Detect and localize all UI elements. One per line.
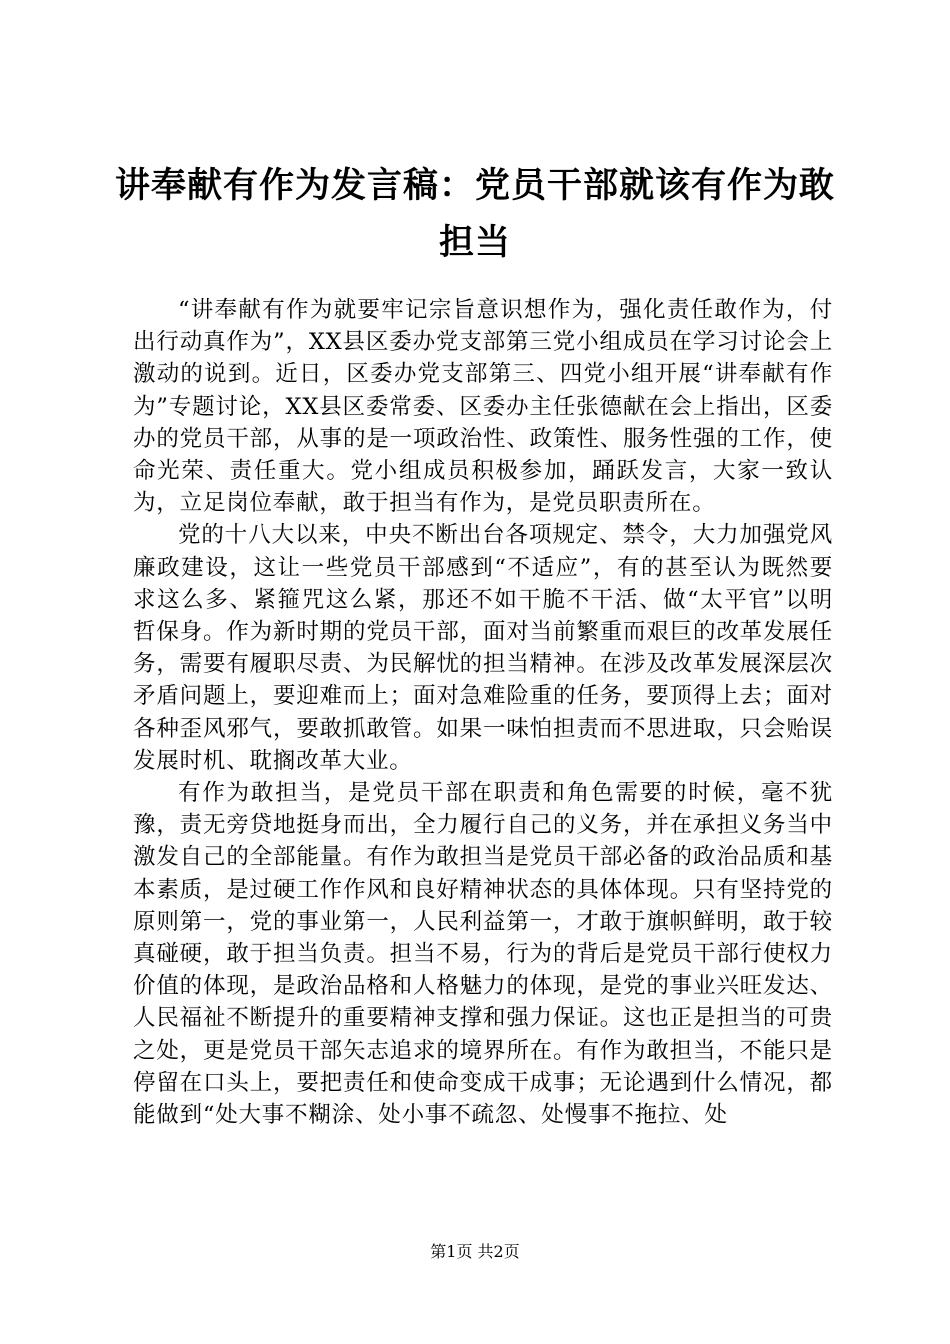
paragraph: 党的十八大以来，中央不断出台各项规定、禁令，大力加强党风廉政建设，这让一些党员干部感到“不适应”，有的甚至认为既然要求这么多、紧箍咒这么紧，那还不如干脆不干活、做“太平官”以明哲保身。作为新时期的党员干部，面对当前繁重而艰巨的改革发展任务，需要有履职尽责、为民解忧的担当精神。在涉及改革发展深层次矛盾问题上，要迎难而上；面对急难险重的任务，要顶得上去；面对各种歪风邪气，要敢抓敢管。如果一味怕担责而不思进取，只会贻误发展时机、耽搁改革大业。 <box>133 522 833 774</box>
document-body <box>133 294 833 1131</box>
paragraph: “讲奉献有作为就要牢记宗旨意识想作为，强化责任敢作为，付出行动真作为”，XX县区委办党支部第三党小组成员在学习讨论会上激动的说到。近日，区委办党支部第三、四党小组开展“讲奉献有作为”专题讨论，XX县区委常委、区委办主任张德献在会上指出，区委办的党员干部，从事的是一项政治性、政策性、服务性强的工作，使命光荣、责任重大。党小组成员积极参加，踊跃发言，大家一致认为，立足岗位奉献，敢于担当有作为，是党员职责所在。 <box>133 297 833 517</box>
paragraph: 有作为敢担当，是党员干部在职责和角色需要的时候，毫不犹豫，责无旁贷地挺身而出，全力履行自己的义务，并在承担义务当中激发自己的全部能量。有作为敢担当是党员干部必备的政治品质和基本素质，是过硬工作作风和良好精神状态的具体体现。只有坚持党的原则第一，党的事业第一，人民利益第一，才敢于旗帜鲜明，敢于较真碰硬，敢于担当负责。担当不易，行为的背后是党员干部行使权力价值的体现，是政治品格和人格魅力的体现，是党的事业兴旺发达、人民福祉不断提升的重要精神支撑和强力保证。这也正是担当的可贵之处，更是党员干部矢志追求的境界所在。有作为敢担当，不能只是停留在口头上，要把责任和使命变成干成事；无论遇到什么情况，都能做到“处大事不糊涂、处小事不疏忽、处慢事不拖拉、处 <box>133 780 833 1129</box>
page-number-footer: 第1页 共2页 <box>430 1242 520 1261</box>
document-title-line-2: 担当 <box>438 223 511 263</box>
document-title-line-1: 讲奉献有作为发言稿：党员干部就该有作为敢 <box>114 166 835 206</box>
